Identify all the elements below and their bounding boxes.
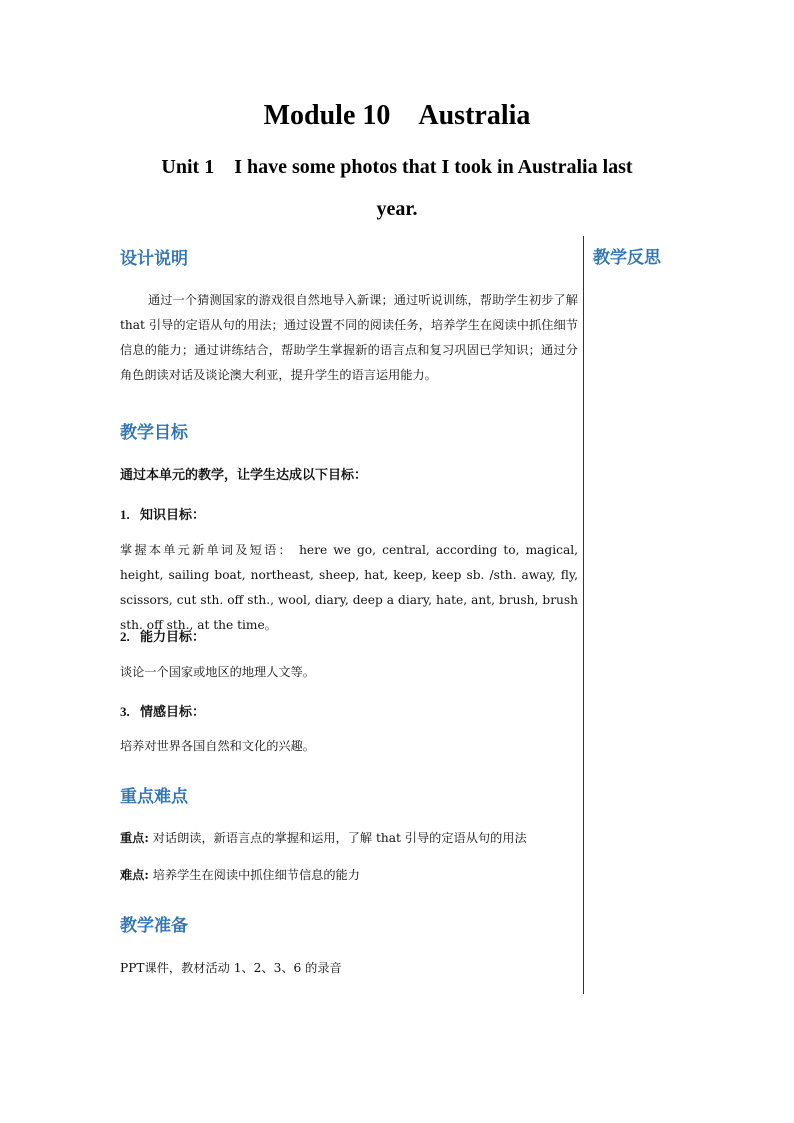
module-number: Module 10: [263, 100, 391, 131]
reflection-heading: 教学反思: [593, 248, 661, 268]
goals-heading: 教学目标: [120, 423, 188, 443]
goal-3-text: 培养对世界各国自然和文化的兴趣。: [120, 739, 315, 753]
module-title: [0, 100, 794, 132]
prep-text: PPT课件，教材活动 1、2、3、6 的录音: [120, 961, 342, 975]
goal-2-number: 2.: [120, 629, 130, 644]
keypoint-content: 对话朗读，新语言点的掌握和运用，了解 that 引导的定语从句的用法: [148, 831, 527, 845]
goal-1-label: 知识目标：: [140, 508, 206, 523]
goal-3-number: 3.: [120, 704, 130, 719]
difficulty-text: [120, 863, 578, 888]
column-divider: [583, 236, 584, 994]
prep-heading: 教学准备: [120, 916, 188, 936]
unit-title: [130, 146, 664, 230]
difficulty-label: 难点:: [120, 868, 149, 882]
unit-number: Unit 1: [161, 156, 215, 178]
difficulty-content: 培养学生在阅读中抓住细节信息的能力: [148, 868, 360, 882]
module-topic: Australia: [418, 100, 531, 131]
unit-title-line1: I have some photos that I took in Australia last: [234, 156, 633, 178]
goal-1-number: 1.: [120, 507, 130, 522]
goal-1-text: 掌握本单元新单词及短语： here we go, central, according to, magical, height, sailing boat, northeast, sheep, hat, keep, keep sb. /sth. away, fly, scissors, cut sth. off sth., wool, diary, deep a diary, hate, ant, brush, brush sth. off sth., at the time。: [120, 543, 578, 632]
goal-3-heading: [120, 701, 205, 720]
goal-2-text: 谈论一个国家或地区的地理人文等。: [120, 665, 315, 679]
keypoints-heading: 重点难点: [120, 787, 188, 807]
goals-intro: 通过本单元的教学，让学生达成以下目标：: [120, 468, 368, 483]
design-heading: 设计说明: [120, 249, 188, 269]
keypoint-label: 重点:: [120, 831, 149, 845]
unit-title-line2: year.: [376, 198, 418, 220]
goal-1-heading: [120, 504, 205, 523]
keypoint-text: [120, 826, 578, 851]
goal-2-label: 能力目标：: [140, 630, 206, 645]
design-text: 通过一个猜测国家的游戏很自然地导入新课；通过听说训练，帮助学生初步了解that 引导的定语从句的用法；通过设置不同的阅读任务，培养学生在阅读中抓住细节信息的能力；通过讲练结合，帮助学生掌握新的语言点和复习巩固已学知识；通过分角色朗读对话及谈论澳大利亚，提升学生的语言运用能力。: [120, 293, 578, 382]
goal-2-heading: [120, 626, 205, 645]
goal-3-label: 情感目标：: [140, 705, 206, 720]
